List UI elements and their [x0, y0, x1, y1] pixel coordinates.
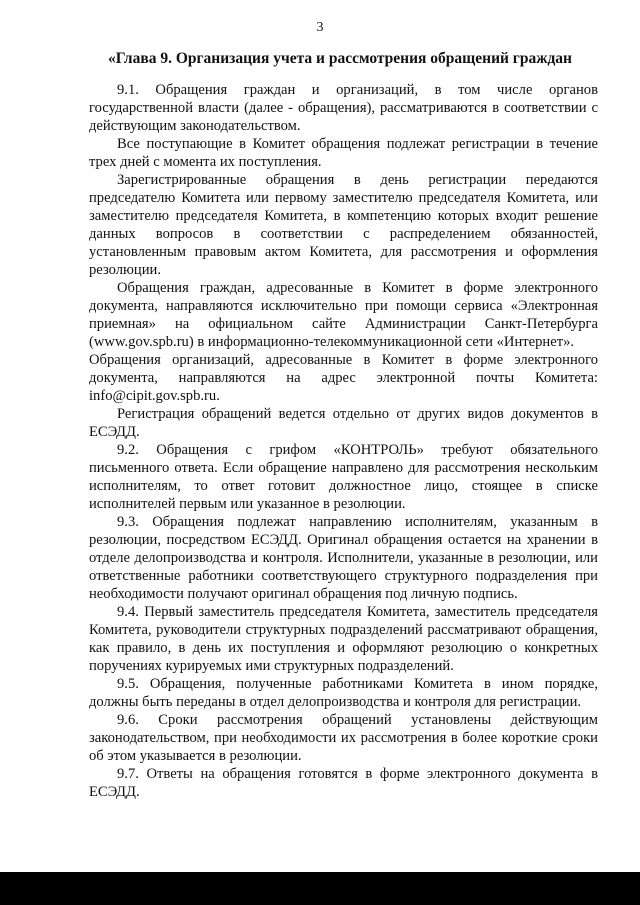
paragraph-9-4: 9.4. Первый заместитель председателя Комитета, заместитель председателя Комитета, руководители структурных подразделений рассматривают обращения, как правило, в день их поступления и оформляют резолюцию о конкретных поручениях курируемых ими структурных подразделений. [89, 604, 598, 674]
paragraph-forwarding: Зарегистрированные обращения в день регистрации передаются председателю Комитета или первому заместителю председателя Комитета, или заместителю председателя Комитета, в компетенцию которых входит решение данных вопросов в соответствии с распределением обязанностей, установленным правовым актом Комитета, для рассмотрения и оформления резолюции. [89, 172, 598, 278]
document-body [89, 81, 598, 801]
paragraph-9-6: 9.6. Сроки рассмотрения обращений установлены действующим законодательством, при необходимости их рассмотрения в более короткие сроки об этом указывается в резолюции. [89, 712, 598, 764]
chapter-heading: «Глава 9. Организация учета и рассмотрения обращений граждан [108, 50, 572, 67]
paragraph-9-3: 9.3. Обращения подлежат направлению исполнителям, указанным в резолюции, посредством ЕСЭДД. Оригинал обращения остается на хранении в отделе делопроизводства и контроля. Исполнители, указанные в резолюции, или ответственные работники соответствующего структурного подразделения при необходимости получают оригинал обращения под личную подпись. [89, 514, 598, 602]
paragraph-electronic-citizens: Обращения граждан, адресованные в Комитет в форме электронного документа, направляются исключительно при помощи сервиса «Электронная приемная» на официальном сайте Администрации Санкт-Петербурга (www.gov.spb.ru) в информационно-телекоммуникационной сети «Интернет». [89, 280, 598, 350]
scan-bottom-band [0, 872, 640, 905]
paragraph-electronic-organizations: Обращения организаций, адресованные в Комитет в форме электронного документа, направляются на адрес электронной почты Комитета: info@cipit.gov.spb.ru. [89, 352, 598, 404]
paragraph-9-1: 9.1. Обращения граждан и организаций, в том числе органов государственной власти (далее - обращения), рассматриваются в соответствии с действующим законодательством. [89, 82, 598, 134]
paragraph-registration: Все поступающие в Комитет обращения подлежат регистрации в течение трех дней с момента их поступления. [89, 136, 598, 170]
paragraph-9-2: 9.2. Обращения с грифом «КОНТРОЛЬ» требуют обязательного письменного ответа. Если обращение направлено для рассмотрения нескольким исполнителям, то ответ готовит должностное лицо, стоящее в списке исполнителей первым или указанное в резолюции. [89, 442, 598, 512]
paragraph-registration-separate: Регистрация обращений ведется отдельно от других видов документов в ЕСЭДД. [89, 406, 598, 440]
paragraph-9-7: 9.7. Ответы на обращения готовятся в форме электронного документа в ЕСЭДД. [89, 766, 598, 800]
paragraph-9-5: 9.5. Обращения, полученные работниками Комитета в ином порядке, должны быть переданы в отдел делопроизводства и контроля для регистрации. [89, 676, 598, 710]
page-number: 3 [316, 20, 324, 35]
